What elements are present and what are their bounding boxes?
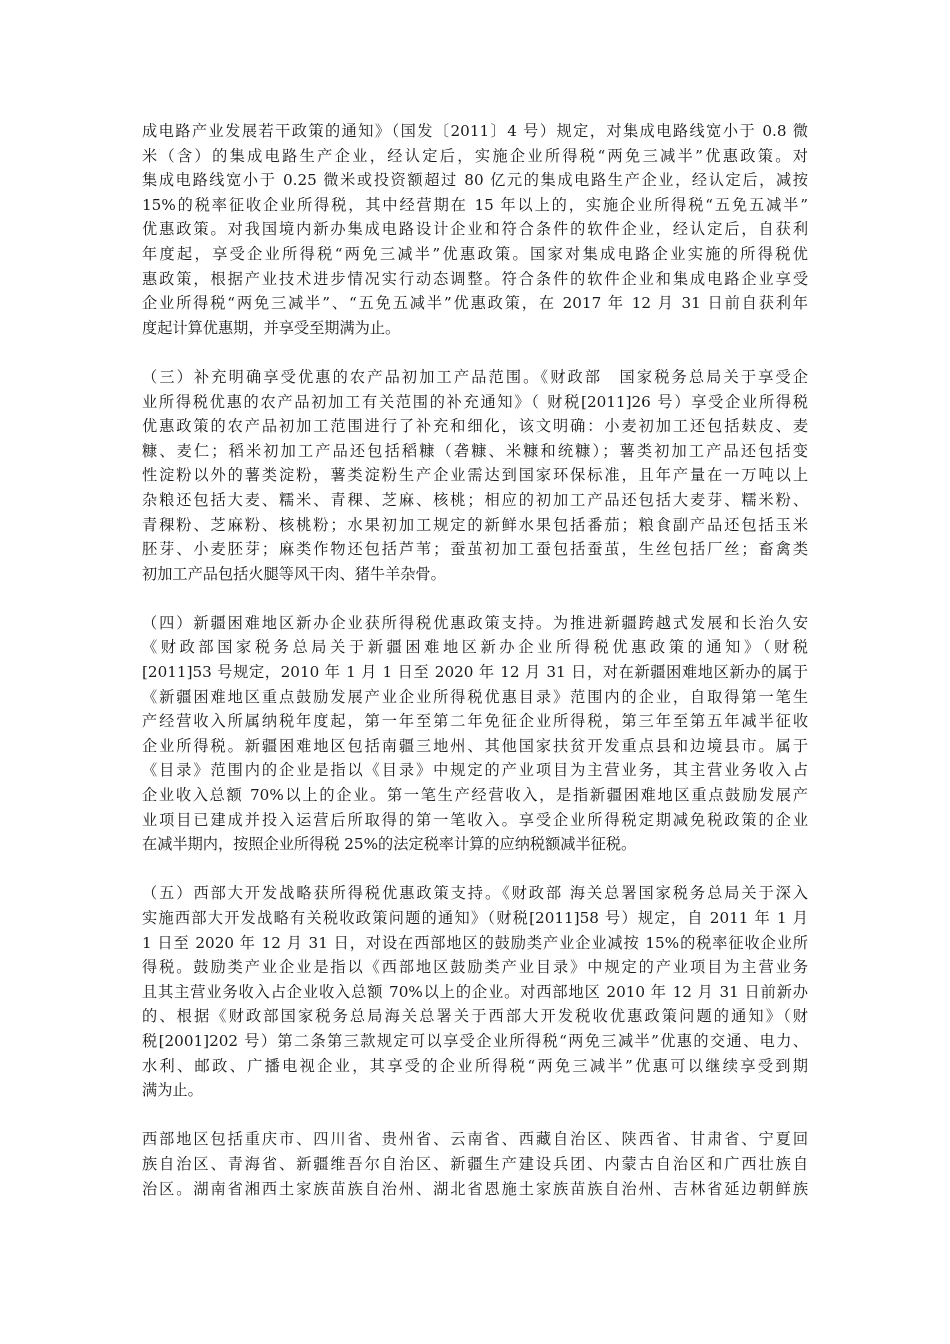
text-line: 胚芽、小麦胚芽；麻类作物还包括芦苇；蚕茧初加工蚕包括蚕茧，生丝包括厂丝；畜禽类 xyxy=(142,540,808,559)
text-line: 税[2001]202 号）第二条第三款规定可以享受企业所得税“两免三减半”优惠的交通、电力、 xyxy=(142,1031,808,1050)
text-line: 1 日至 2020 年 12 月 31 日，对设在西部地区的鼓励类产业企业减按 15%的税率征收企业所 xyxy=(142,933,808,952)
text-line: 且其主营业务收入占企业收入总额 70%以上的企业。对西部地区 2010 年 12 月 31 日前新办 xyxy=(142,982,808,1001)
text-line: （五）西部大开发战略获所得税优惠政策支持。《财政部 海关总署国家税务总局关于深入 xyxy=(142,884,808,903)
paragraph-agri-products xyxy=(142,365,808,586)
text-line: 优惠政策。对我国境内新办集成电路设计企业和符合条件的软件企业，经认定后，自获利 xyxy=(142,220,808,239)
text-line: （四）新疆困难地区新办企业获所得税优惠政策支持。为推进新疆跨越式发展和长治久安 xyxy=(142,613,808,632)
text-line: 满为止。 xyxy=(142,1081,203,1100)
text-line: 治区。湖南省湘西土家族苗族自治州、湖北省恩施土家族苗族自治州、吉林省延边朝鲜族 xyxy=(142,1179,808,1198)
text-line: 糠、麦仁；稻米初加工产品还包括稻糠（砻糠、米糠和统糠）；薯类初加工产品还包括变 xyxy=(142,441,808,460)
text-line: 企业所得税。新疆困难地区包括南疆三地州、其他国家扶贫开发重点县和边境县市。属于 xyxy=(142,736,808,755)
text-line: （三）补充明确享受优惠的农产品初加工产品范围。《财政部 国家税务总局关于享受企 xyxy=(142,367,808,386)
document-page xyxy=(142,119,808,1226)
text-line: 惠政策，根据产业技术进步情况实行动态调整。符合条件的软件企业和集成电路企业享受 xyxy=(142,269,808,288)
text-line: 族自治区、青海省、新疆维吾尔自治区、新疆生产建设兵团、内蒙古自治区和广西壮族自 xyxy=(142,1154,808,1173)
text-line: 企业所得税“两免三减半”、“五免五减半”优惠政策，在 2017 年 12 月 31 日前自获利年 xyxy=(142,294,808,313)
text-line: 实施西部大开发战略有关税收政策问题的通知》（财税[2011]58 号）规定，自 2011 年 1 月 xyxy=(142,909,808,927)
text-line: 优惠政策的农产品初加工范围进行了补充和细化，该文明确：小麦初加工还包括麸皮、麦 xyxy=(142,417,808,436)
text-line: 《新疆困难地区重点鼓励发展产业企业所得税优惠目录》范围内的企业，自取得第一笔生 xyxy=(142,687,808,706)
text-line: 杂粮还包括大麦、糯米、青稞、芝麻、核桃；相应的初加工产品还包括大麦芽、糯米粉、 xyxy=(142,490,808,509)
text-line: [2011]53 号规定，2010 年 1 月 1 日至 2020 年 12 月 31 日，对在新疆困难地区新办的属于 xyxy=(142,663,808,682)
text-line: 业所得税优惠的农产品初加工有关范围的补充通知》（ 财税[2011]26 号）享受企业所得税 xyxy=(142,392,808,411)
text-line: 的、根据《财政部国家税务总局海关总署关于西部大开发税收优惠政策问题的通知》（财 xyxy=(142,1007,808,1026)
paragraph-xinjiang xyxy=(142,611,808,857)
text-line: 得税。鼓励类产业企业是指以《西部地区鼓励类产业目录》中规定的产业项目为主营业务 xyxy=(142,958,808,977)
paragraph-western-development xyxy=(142,881,808,1102)
text-line: 青稞粉、芝麻粉、核桃粉；水果初加工规定的新鲜水果包括番茄；粮食副产品还包括玉米 xyxy=(142,515,808,534)
text-line: 初加工产品包括火腿等风干肉、猪牛羊杂骨。 xyxy=(142,564,446,583)
text-line: 成电路产业发展若干政策的通知》（国发〔2011〕4 号）规定，对集成电路线宽小于 0.8 微 xyxy=(142,122,808,140)
paragraph-western-regions xyxy=(142,1127,808,1201)
text-line: 产经营收入所属纳税年度起，第一年至第二年免征企业所得税，第三年至第五年减半征收 xyxy=(142,712,808,731)
text-line: 集成电路线宽小于 0.25 微米或投资额超过 80 亿元的集成电路生产企业，经认定后，减按 xyxy=(142,171,808,190)
text-line: 15%的税率征收企业所得税，其中经营期在 15 年以上的，实施企业所得税“五免五减半” xyxy=(142,195,808,214)
text-line: 企业收入总额 70%以上的企业。第一笔生产经营收入，是指新疆困难地区重点鼓励发展产 xyxy=(142,786,808,805)
text-line: 业项目已建成并投入运营后所取得的第一笔收入。享受企业所得税定期减免税政策的企业 xyxy=(142,810,808,829)
text-line: 《财政部国家税务总局关于新疆困难地区新办企业所得税优惠政策的通知》（财税 xyxy=(142,638,808,657)
text-line: 西部地区包括重庆市、四川省、贵州省、云南省、西藏自治区、陕西省、甘肃省、宁夏回 xyxy=(142,1130,808,1149)
text-line: 《目录》范围内的企业是指以《目录》中规定的产业项目为主营业务，其主营业务收入占 xyxy=(142,761,808,780)
text-line: 在减半期内，按照企业所得税 25%的法定税率计算的应纳税额减半征税。 xyxy=(142,835,637,854)
text-line: 性淀粉以外的薯类淀粉，薯类淀粉生产企业需达到国家环保标准，且年产量在一万吨以上 xyxy=(142,466,808,485)
text-line: 水利、邮政、广播电视企业，其享受的企业所得税“两免三减半”优惠可以继续享受到期 xyxy=(142,1056,808,1075)
text-line: 度起计算优惠期，并享受至期满为止。 xyxy=(142,318,401,337)
text-line: 年度起，享受企业所得税“两免三减半”优惠政策。国家对集成电路企业实施的所得税优 xyxy=(142,244,808,263)
paragraph-ic-policy xyxy=(142,119,808,340)
text-line: 米（含）的集成电路生产企业，经认定后，实施企业所得税“两免三减半”优惠政策。对 xyxy=(142,146,808,165)
